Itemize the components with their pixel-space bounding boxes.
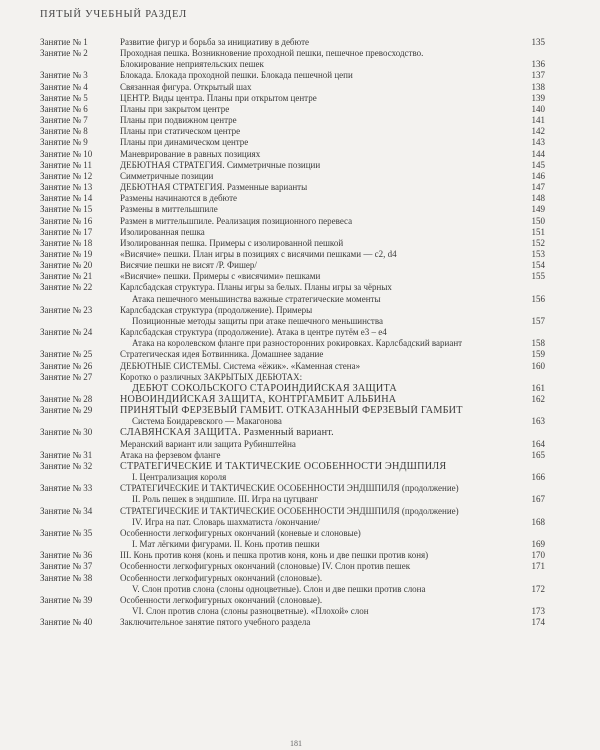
lesson-number: Занятие № 19 [40,248,93,259]
page-ref: 160 [531,360,545,371]
lesson-title: Связанная фигура. Открытый шах [120,81,252,92]
toc-row [40,260,545,271]
page-ref: 154 [531,260,545,271]
toc-row [40,216,545,227]
lesson-number: Занятие № 35 [40,527,93,538]
lesson-title: НОВОИНДИЙСКАЯ ЗАЩИТА, КОНТРГАМБИТ АЛЬБИНА [120,394,397,405]
page-ref: 169 [531,539,545,550]
toc-row [40,327,545,338]
toc-row [40,305,545,316]
page-ref: 172 [531,583,545,594]
lesson-number: Занятие № 13 [40,182,93,193]
toc-row [40,149,545,160]
toc-row [40,37,545,48]
lesson-title: Блокирование неприятельских пешек [120,59,264,70]
lesson-number: Занятие № 17 [40,226,93,237]
lesson-title: «Висячие» пешки. План игры в позициях с висячими пешками — c2, d4 [120,248,397,259]
toc-row [40,249,545,260]
lesson-number: Занятие № 11 [40,159,92,170]
lesson-number: Занятие № 8 [40,126,88,137]
lesson-number: Занятие № 29 [40,405,93,416]
lesson-title: II. Роль пешек в эндшпиле. III. Игра на цугцванг [132,494,319,505]
lesson-title: Карлсбадская структура (продолжение). Атака в центре путём e3 – e4 [120,327,387,338]
page-ref: 149 [531,204,545,215]
toc-row [40,82,545,93]
lesson-number: Занятие № 16 [40,215,93,226]
page-ref: 171 [531,561,545,572]
lesson-number: Занятие № 33 [40,483,93,494]
toc-row [40,539,545,550]
page-ref: 166 [531,472,545,483]
lesson-number: Занятие № 40 [40,617,93,628]
lesson-number: Занятие № 21 [40,271,93,282]
page-ref: 139 [531,92,545,103]
lesson-title: Атака на королевском фланге при разносторонних рокировках. Карлсбадский вариант [132,338,463,349]
lesson-title: Позиционные методы защиты при атаке пешечного меньшинства [132,315,383,326]
page-ref: 142 [531,126,545,137]
lesson-number: Занятие № 15 [40,204,93,215]
lesson-number: Занятие № 30 [40,427,93,438]
lesson-title: Развитие фигур и борьба за инициативу в дебюте [120,37,310,47]
toc-row [40,171,545,182]
lesson-title: Изолированная пешка [120,226,205,237]
toc-row [40,227,545,238]
toc-row [40,405,545,416]
toc-row [40,494,545,505]
toc-row [40,528,545,539]
lesson-title: Изолированная пешка. Примеры с изолированной пешкой [120,237,344,248]
lesson-title: Блокада. Блокада проходной пешки. Блокада пешечной цепи [120,70,353,81]
toc-row [40,472,545,483]
lesson-title: Размены начинаются в дебюте [120,193,238,204]
toc-row [40,361,545,372]
table-of-contents [40,37,545,628]
lesson-title: Особенности легкофигурных окончаний (слоновые). [120,594,323,605]
page-ref: 155 [531,271,545,282]
lesson-title: Заключительное занятие пятого учебного раздела [120,617,311,628]
toc-row [40,483,545,494]
toc-row [40,294,545,305]
toc-row [40,104,545,115]
toc-row [40,506,545,517]
page-ref: 138 [531,81,545,92]
toc-row [40,606,545,617]
lesson-number: Занятие № 32 [40,460,93,471]
toc-row [40,349,545,360]
lesson-number: Занятие № 12 [40,170,93,181]
lesson-title: СТРАТЕГИЧЕСКИЕ И ТАКТИЧЕСКИЕ ОСОБЕННОСТИ ЭНДШПИЛЯ (продолжение) [120,483,459,494]
lesson-title: Размен в миттельшпиле. Реализация позиционного перевеса [120,215,353,226]
toc-row [40,160,545,171]
lesson-number: Занятие № 14 [40,193,93,204]
toc-row [40,204,545,215]
lesson-title: ДЕБЮТНАЯ СТРАТЕГИЯ. Симметричные позиции [120,159,321,170]
page-ref: 143 [531,137,545,148]
toc-row [40,137,545,148]
page-ref: 153 [531,248,545,259]
toc-row [40,461,545,472]
lesson-number: Занятие № 2 [40,48,88,59]
lesson-title: СЛАВЯНСКАЯ ЗАЩИТА. Разменный вариант. [120,427,334,439]
page-ref: 159 [531,349,545,360]
lesson-title: Особенности легкофигурных окончаний (слоновые) IV. Слон против пешек [120,561,411,572]
page-ref: 174 [531,617,545,628]
lesson-title: «Висячие» пешки. Примеры с «висячими» пешками [120,271,321,282]
lesson-title: Планы при подвижном центре [120,115,237,126]
page-ref: 137 [531,70,545,81]
lesson-number: Занятие № 4 [40,81,88,92]
lesson-number: Занятие № 9 [40,137,88,148]
page-ref: 145 [531,159,545,170]
lesson-title: Висячие пешки не висят /Р. Фишер/ [120,260,257,271]
lesson-number: Занятие № 39 [40,594,93,605]
lesson-title: III. Конь против коня (конь и пешка против коня, конь и две пешки против коня) [120,550,429,561]
page-ref: 148 [531,193,545,204]
lesson-title: Проходная пешка. Возникновение проходной пешки, пешечное превосходство. [120,48,424,59]
lesson-title: ДЕБЮТНАЯ СТРАТЕГИЯ. Разменные варианты [120,182,308,193]
lesson-number: Занятие № 25 [40,349,93,360]
lesson-title: IV. Игра на пат. Словарь шахматиста /окончание/ [132,516,320,527]
page-ref: 135 [531,37,545,47]
toc-row [40,584,545,595]
lesson-number: Занятие № 27 [40,371,93,382]
lesson-title: I. Централизация короля [132,472,227,483]
page-ref: 136 [531,59,545,70]
lesson-number: Занятие № 5 [40,92,88,103]
section-title: ПЯТЫЙ УЧЕБНЫЙ РАЗДЕЛ [40,9,188,20]
lesson-number: Занятие № 31 [40,449,93,460]
lesson-number: Занятие № 28 [40,394,93,404]
lesson-title: Особенности легкофигурных окончаний (коневые и слоновые) [120,527,361,538]
toc-row [40,282,545,293]
lesson-number: Занятие № 20 [40,260,93,271]
lesson-title: Карлсбадская структура (продолжение). Примеры [120,304,313,315]
page-ref: 173 [531,605,545,616]
page-ref: 158 [531,338,545,349]
toc-row [40,573,545,584]
lesson-title: ДЕБЮТ СОКОЛЬСКОГО СТАРОИНДИЙСКАЯ ЗАЩИТА [132,382,397,394]
toc-row [40,595,545,606]
lesson-title: Коротко о различных ЗАКРЫТЫХ ДЕБЮТАХ: [120,371,303,382]
lesson-title: ЦЕНТР. Виды центра. Планы при открытом центре [120,92,317,103]
lesson-title: Планы при статическом центре [120,126,241,137]
lesson-title: Планы при закрытом центре [120,103,230,114]
toc-row [40,193,545,204]
lesson-title: ДЕБЮТНЫЕ СИСТЕМЫ. Система «ёжик». «Каменная стена» [120,360,361,371]
page-number: 181 [290,739,302,748]
toc-row [40,439,545,450]
lesson-title: Атака на ферзевом фланге [120,449,221,460]
lesson-title: Маневрирование в равных позициях [120,148,261,159]
lesson-title: Система Боидаревского — Макагонова [132,416,282,427]
lesson-number: Занятие № 37 [40,561,93,572]
toc-row [40,338,545,349]
page-ref: 168 [531,516,545,527]
page-ref: 144 [531,148,545,159]
toc-row [40,115,545,126]
lesson-title: Симметричные позиции [120,170,214,181]
page-ref: 162 [531,394,545,404]
toc-row [40,383,545,394]
lesson-number: Занятие № 38 [40,572,93,583]
page-ref: 164 [531,438,545,449]
page-ref: 165 [531,449,545,460]
lesson-number: Занятие № 26 [40,360,93,371]
toc-row [40,550,545,561]
lesson-title: СТРАТЕГИЧЕСКИЕ И ТАКТИЧЕСКИЕ ОСОБЕННОСТИ ЭНДШПИЛЯ (продолжение) [120,505,459,516]
lesson-number: Занятие № 7 [40,115,88,126]
page-ref: 151 [531,226,545,237]
page-ref: 152 [531,237,545,248]
toc-row [40,517,545,528]
toc-row [40,238,545,249]
lesson-title: Размены в миттельшпиле [120,204,218,215]
lesson-title: ПРИНЯТЫЙ ФЕРЗЕВЫЙ ГАМБИТ. ОТКАЗАННЫЙ ФЕРЗЕВЫЙ ГАМБИТ [120,405,463,417]
toc-row [40,93,545,104]
toc-row [40,316,545,327]
lesson-number: Занятие № 3 [40,70,88,81]
toc-row [40,372,545,383]
lesson-number: Занятие № 36 [40,550,93,561]
toc-row [40,427,545,438]
page-ref: 170 [531,550,545,561]
toc-row [40,617,545,628]
lesson-title: V. Слон против слона (слоны одноцветные). Слон и две пешки против слона [132,583,426,594]
lesson-title: Особенности легкофигурных окончаний (слоновые). [120,572,323,583]
lesson-number: Занятие № 23 [40,304,93,315]
page-ref: 150 [531,215,545,226]
lesson-number: Занятие № 24 [40,327,93,338]
lesson-title: Меранский вариант или защита Рубинштейна [120,438,296,449]
page-ref: 156 [531,293,545,304]
lesson-title: VI. Слон против слона (слоны разноцветные). «Плохой» слон [132,605,369,616]
lesson-title: I. Мат лёгкими фигурами. II. Конь против пешки [132,539,320,550]
lesson-title: Планы при динамическом центре [120,137,249,148]
lesson-number: Занятие № 6 [40,103,88,114]
toc-row [40,271,545,282]
lesson-number: Занятие № 22 [40,282,93,293]
lesson-number: Занятие № 1 [40,37,88,47]
lesson-title: Стратегическая идея Ботвинника. Домашнее задание [120,349,324,360]
page-ref: 147 [531,182,545,193]
lesson-title: Атака пешечного меньшинства важные стратегические моменты [132,293,381,304]
toc-row [40,70,545,81]
page-ref: 157 [531,315,545,326]
toc-row [40,561,545,572]
page-ref: 167 [531,494,545,505]
page-ref: 146 [531,170,545,181]
toc-row [40,126,545,137]
toc-row [40,394,545,405]
toc-row [40,59,545,70]
page-ref: 140 [531,103,545,114]
lesson-number: Занятие № 10 [40,148,93,159]
lesson-title: СТРАТЕГИЧЕСКИЕ И ТАКТИЧЕСКИЕ ОСОБЕННОСТИ ЭНДШПИЛЯ [120,460,447,472]
page-ref: 163 [531,416,545,427]
toc-row [40,416,545,427]
toc-row [40,450,545,461]
lesson-number: Занятие № 34 [40,505,93,516]
lesson-number: Занятие № 18 [40,237,93,248]
toc-row [40,48,545,59]
page-ref: 141 [531,115,545,126]
lesson-title: Карлсбадская структура. Планы игры за белых. Планы игры за чёрных [120,282,392,293]
page-ref: 161 [531,382,545,393]
toc-row [40,182,545,193]
